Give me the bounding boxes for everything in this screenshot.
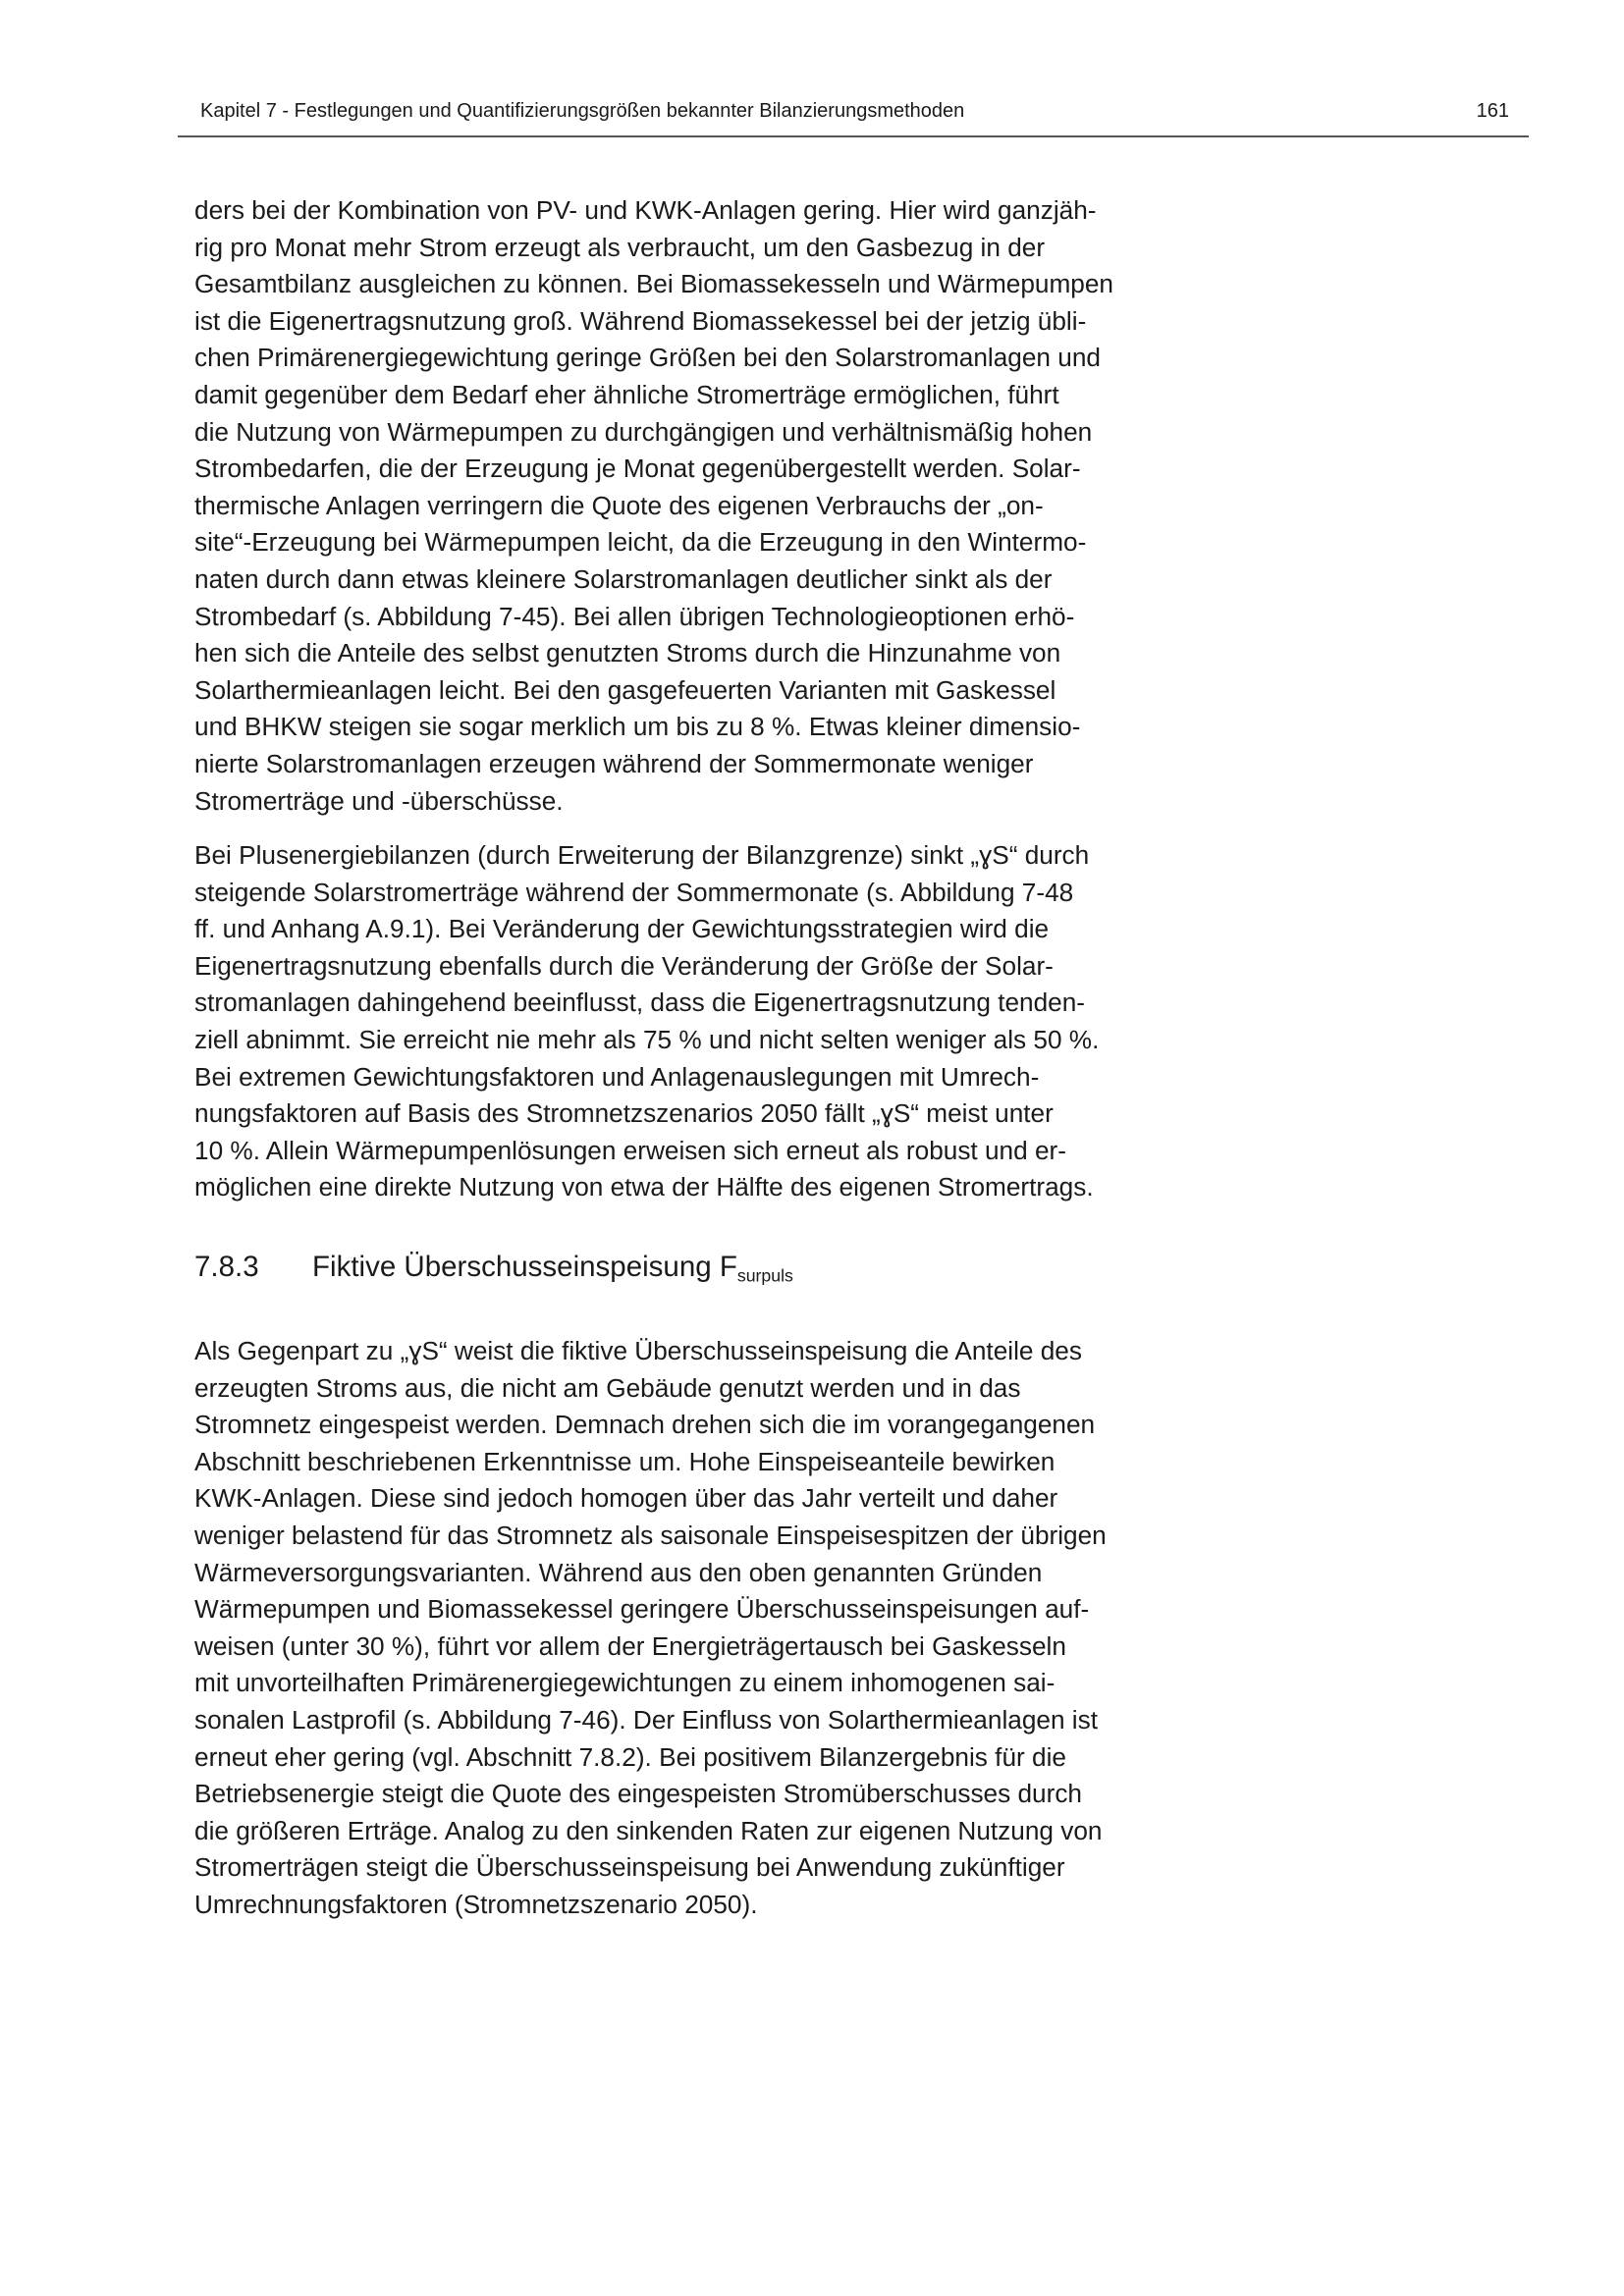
text-line: Betriebsenergie steigt die Quote des eingespeisten Stromüberschusses durch	[194, 1779, 1082, 1809]
text-line: Stromerträgen steigt die Überschusseinspeisung bei Anwendung zukünftiger	[194, 1852, 1065, 1883]
text-line: Strombedarf (s. Abbildung 7-45). Bei allen übrigen Technologieoptionen erhö-	[194, 601, 1075, 631]
text-line: rig pro Monat mehr Strom erzeugt als verbraucht, um den Gasbezug in der	[194, 232, 1046, 262]
text-line: weniger belastend für das Stromnetz als saisonale Einspeisespitzen der übrigen	[194, 1520, 1107, 1550]
text-line: mit unvorteilhaften Primärenergiegewichtungen zu einem inhomogenen sai-	[194, 1668, 1056, 1698]
text-line: weisen (unter 30 %), führt vor allem der Energieträgertausch bei Gaskesseln	[194, 1630, 1066, 1661]
text-line: ders bei der Kombination von PV- und KWK-Anlagen gering. Hier wird ganzjäh-	[194, 195, 1097, 225]
chapter-title: Kapitel 7 - Festlegungen und Quantifizierungsgrößen bekannter Bilanzierungsmethoden	[200, 100, 965, 122]
paragraph-2	[194, 837, 1171, 1206]
text-line: die Nutzung von Wärmepumpen zu durchgängigen und verhältnismäßig hohen	[194, 416, 1093, 447]
text-line: Als Gegenpart zu „ɣS“ weist die fiktive Überschusseinspeisung die Anteile des	[194, 1336, 1082, 1365]
text-line: Strombedarfen, die der Erzeugung je Monat gegenübergestellt werden. Solar-	[194, 454, 1081, 484]
text-line: Abschnitt beschriebenen Erkenntnisse um. Hohe Einspeiseanteile bewirken	[194, 1446, 1056, 1476]
paragraph-3	[194, 1333, 1171, 1924]
section-title-subscript: surpuls	[736, 1265, 793, 1286]
text-line: damit gegenüber dem Bedarf eher ähnliche Stromerträge ermöglichen, führt	[194, 379, 1059, 409]
text-line: naten durch dann etwas kleinere Solarstromanlagen deutlicher sinkt als der	[194, 563, 1053, 594]
text-line: Stromnetz eingespeist werden. Demnach drehen sich die im vorangegangenen	[194, 1410, 1096, 1440]
text-line: nungsfaktoren auf Basis des Stromnetzszenarios 2050 fällt „ɣS“ meist unter	[194, 1098, 1054, 1129]
text-line: steigende Solarstromerträge während der Sommermonate (s. Abbildung 7-48	[194, 877, 1074, 907]
text-line: Bei Plusenergiebilanzen (durch Erweiterung der Bilanzgrenze) sinkt „ɣS“ durch	[194, 840, 1090, 870]
text-line: stromanlagen dahingehend beeinflusst, dass die Eigenertragsnutzung tenden-	[194, 988, 1086, 1018]
paragraph-1	[194, 192, 1171, 820]
text-line: nierte Solarstromanlagen erzeugen während der Sommermonate weniger	[194, 748, 1034, 778]
text-line: sonalen Lastprofil (s. Abbildung 7-46). Der Einfluss von Solarthermieanlagen ist	[194, 1704, 1098, 1735]
text-line: erzeugten Stroms aus, die nicht am Gebäude genutzt werden und in das	[194, 1372, 1021, 1403]
text-line: ist die Eigenertragsnutzung groß. Während Biomassekessel bei der jetzig übli-	[194, 305, 1087, 336]
section-title: Fiktive Überschusseinspeisung F	[312, 1251, 737, 1283]
running-header	[178, 98, 1529, 137]
section-heading	[194, 1248, 793, 1295]
text-line: möglichen eine direkte Nutzung von etwa der Hälfte des eigenen Stromertrags.	[194, 1172, 1094, 1202]
text-line: chen Primärenergiegewichtung geringe Größen bei den Solarstromanlagen und	[194, 343, 1101, 373]
text-line: Wärmeversorgungsvarianten. Während aus den oben genannten Gründen	[194, 1557, 1043, 1587]
text-line: ff. und Anhang A.9.1). Bei Veränderung der Gewichtungsstrategien wird die	[194, 914, 1050, 944]
text-line: site“-Erzeugung bei Wärmepumpen leicht, da die Erzeugung in den Wintermo-	[194, 527, 1087, 558]
text-line: hen sich die Anteile des selbst genutzten Stroms durch die Hinzunahme von	[194, 638, 1061, 668]
text-line: Solarthermieanlagen leicht. Bei den gasgefeuerten Varianten mit Gaskessel	[194, 674, 1056, 705]
text-line: Wärmepumpen und Biomassekessel geringere Überschusseinspeisungen auf-	[194, 1594, 1090, 1625]
text-line: KWK-Anlagen. Diese sind jedoch homogen über das Jahr verteilt und daher	[194, 1483, 1058, 1514]
text-line: Eigenertragsnutzung ebenfalls durch die Veränderung der Größe der Solar-	[194, 950, 1054, 981]
text-line: ziell abnimmt. Sie erreicht nie mehr als 75 % und nicht selten weniger als 50 %.	[194, 1024, 1100, 1054]
text-line: Umrechnungsfaktoren (Stromnetzszenario 2050).	[194, 1889, 758, 1919]
text-line: erneut eher gering (vgl. Abschnitt 7.8.2). Bei positivem Bilanzergebnis für die	[194, 1741, 1066, 1772]
text-line: 10 %. Allein Wärmepumpenlösungen erweisen sich erneut als robust und er-	[194, 1135, 1066, 1165]
text-line: thermische Anlagen verringern die Quote des eigenen Verbrauchs der „on-	[194, 490, 1044, 520]
text-line: Stromerträge und -überschüsse.	[194, 785, 564, 816]
section-number: 7.8.3	[194, 1251, 259, 1283]
text-line: und BHKW steigen sie sogar merklich um bis zu 8 %. Etwas kleiner dimensio-	[194, 712, 1081, 742]
text-line: Gesamtbilanz ausgleichen zu können. Bei Biomassekesseln und Wärmepumpen	[194, 269, 1113, 299]
text-line: Bei extremen Gewichtungsfaktoren und Anlagenauslegungen mit Umrech-	[194, 1061, 1040, 1092]
page-number: 161	[1476, 100, 1509, 122]
text-line: die größeren Erträge. Analog zu den sinkenden Raten zur eigenen Nutzung von	[194, 1815, 1103, 1845]
